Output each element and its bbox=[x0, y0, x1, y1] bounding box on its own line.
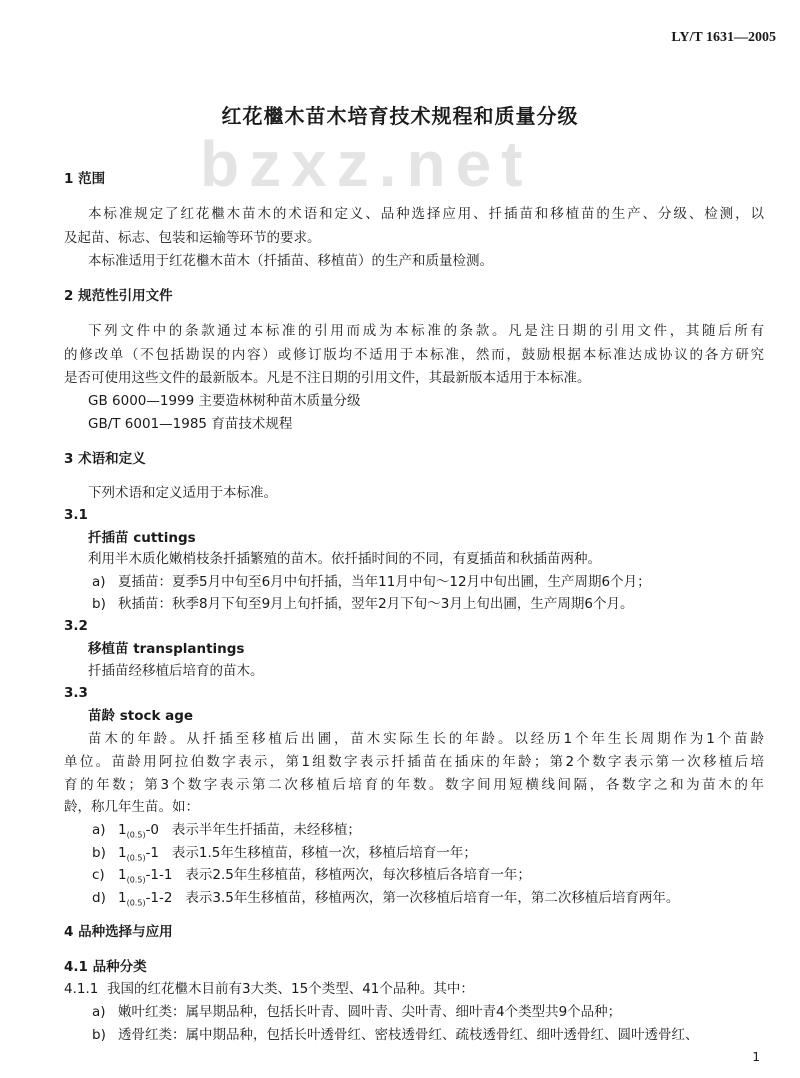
watermark: bzxz.net bbox=[200, 128, 533, 200]
section-4-heading: 4 品种选择与应用 bbox=[64, 924, 173, 940]
section-3-heading: 3 术语和定义 bbox=[64, 451, 146, 467]
age-code-rest: -0 bbox=[145, 822, 160, 838]
list-item bbox=[92, 889, 679, 913]
term-title: 移植苗 transplantings bbox=[88, 641, 245, 657]
list-item bbox=[92, 1003, 621, 1021]
list-item bbox=[92, 573, 651, 591]
paragraph-line: 单位。苗龄用阿拉伯数字表示，第1组数字表示扦插苗在插床的年龄；第2个数字表示第一次移植后培 bbox=[64, 754, 764, 770]
list-item bbox=[92, 866, 531, 890]
section-2-heading: 2 规范性引用文件 bbox=[64, 288, 173, 304]
age-code-rest: -1 bbox=[145, 845, 160, 861]
paragraph-line: 龄，称几年生苗。如： bbox=[64, 799, 199, 815]
term-definition: 扦插苗经移植后培育的苗木。 bbox=[88, 663, 264, 679]
paragraph-line: 是否可使用这些文件的最新版本。凡是不注日期的引用文件，其最新版本适用于本标准。 bbox=[64, 370, 591, 386]
paragraph-line: 下列文件中的条款通过本标准的引用而成为本标准的条款。凡是注日期的引用文件，其随后所有 bbox=[88, 323, 764, 339]
term-title: 扦插苗 cuttings bbox=[88, 530, 196, 546]
list-text: 夏插苗：夏季5月中旬至6月中旬扦插，当年11月中旬～12月中旬出圃，生产周期6个月； bbox=[118, 574, 651, 590]
list-tag: b) bbox=[92, 596, 106, 612]
list-text: 表示1.5年生移植苗，移植一次，移植后培育一年； bbox=[171, 845, 477, 861]
term-definition: 利用半木质化嫩梢枝条扦插繁殖的苗木。依扦插时间的不同，有夏插苗和秋插苗两种。 bbox=[88, 551, 601, 567]
paragraph-line: 育的年数；第3个数字表示第二次移植后培育的年数。数字间用短横线间隔，各数字之和为苗木的年 bbox=[64, 777, 764, 793]
age-code: 1 bbox=[118, 845, 127, 861]
list-item bbox=[92, 1026, 699, 1044]
list-text: 嫩叶红类：属早期品种，包括长叶青、圆叶青、尖叶青、细叶青4个类型共9个品种； bbox=[118, 1004, 622, 1020]
age-code-sub: (0.5) bbox=[126, 875, 146, 885]
age-code: 1 bbox=[118, 890, 127, 906]
list-text: 表示3.5年生移植苗，移植两次，第一次移植后培育一年，第二次移植后培育两年。 bbox=[185, 890, 680, 906]
list-text: 透骨红类：属中期品种，包括长叶透骨红、密枝透骨红、疏枝透骨红、细叶透骨红、圆叶透骨红、 bbox=[118, 1027, 699, 1043]
paragraph-line: 本标准适用于红花檵木苗木（扦插苗、移植苗）的生产和质量检测。 bbox=[88, 253, 493, 269]
list-tag: c) bbox=[92, 867, 105, 883]
list-text: 秋插苗：秋季8月下旬至9月上旬扦插，翌年2月下旬～3月上旬出圃，生产周期6个月。 bbox=[118, 596, 634, 612]
term-title: 苗龄 stock age bbox=[88, 708, 194, 724]
section-4-1-heading: 4.1 品种分类 bbox=[64, 959, 147, 975]
document-title: 红花檵木苗木培育技术规程和质量分级 bbox=[221, 104, 579, 128]
list-tag: a) bbox=[92, 1004, 106, 1020]
age-code-rest: -1-1 bbox=[145, 867, 173, 883]
paragraph-line: 本标准规定了红花檵木苗木的术语和定义、品种选择应用、扦插苗和移植苗的生产、分级、检测，以 bbox=[88, 206, 764, 222]
section-1-heading: 1 范围 bbox=[64, 171, 106, 187]
reference-gb6000: GB 6000—1999 主要造林树种苗木质量分级 bbox=[88, 393, 361, 409]
list-text: 表示半年生扦插苗，未经移植； bbox=[171, 822, 361, 838]
list-item bbox=[92, 821, 361, 845]
age-code: 1 bbox=[118, 867, 127, 883]
age-code-sub: (0.5) bbox=[126, 898, 146, 908]
list-text: 表示2.5年生移植苗，移植两次，每次移植后各培育一年； bbox=[185, 867, 531, 883]
page-number: 1 bbox=[752, 1050, 760, 1064]
age-code: 1 bbox=[118, 822, 127, 838]
list-item bbox=[92, 844, 477, 868]
list-tag: b) bbox=[92, 845, 106, 861]
paragraph-line: 及起苗、标志、包装和运输等环节的要求。 bbox=[64, 230, 321, 246]
paragraph-line: 下列术语和定义适用于本标准。 bbox=[88, 485, 277, 501]
paragraph-line: 的修改单（不包括勘误的内容）或修订版均不适用于本标准，然而，鼓励根据本标准达成协议的各方研究 bbox=[64, 347, 764, 363]
clause-4-1-1 bbox=[64, 980, 474, 998]
paragraph-text: 我国的红花檵木目前有3大类、15个类型、41个品种。其中： bbox=[106, 981, 474, 997]
clause-number: 3.2 bbox=[64, 618, 88, 634]
list-tag: b) bbox=[92, 1027, 106, 1043]
age-code-sub: (0.5) bbox=[126, 830, 146, 840]
list-tag: d) bbox=[92, 890, 106, 906]
clause-number: 3.3 bbox=[64, 685, 88, 701]
standard-number: LY/T 1631—2005 bbox=[671, 30, 776, 45]
reference-gbt6001: GB/T 6001—1985 育苗技术规程 bbox=[88, 416, 293, 432]
age-code-rest: -1-2 bbox=[145, 890, 173, 906]
paragraph-line: 苗木的年龄。从扦插至移植后出圃，苗木实际生长的年龄。以经历1个年生长周期作为1个苗龄 bbox=[88, 731, 764, 747]
clause-number: 3.1 bbox=[64, 507, 88, 523]
clause-number: 4.1.1 bbox=[64, 981, 99, 997]
list-tag: a) bbox=[92, 822, 106, 838]
list-item bbox=[92, 595, 633, 613]
age-code-sub: (0.5) bbox=[126, 853, 146, 863]
list-tag: a) bbox=[92, 574, 106, 590]
